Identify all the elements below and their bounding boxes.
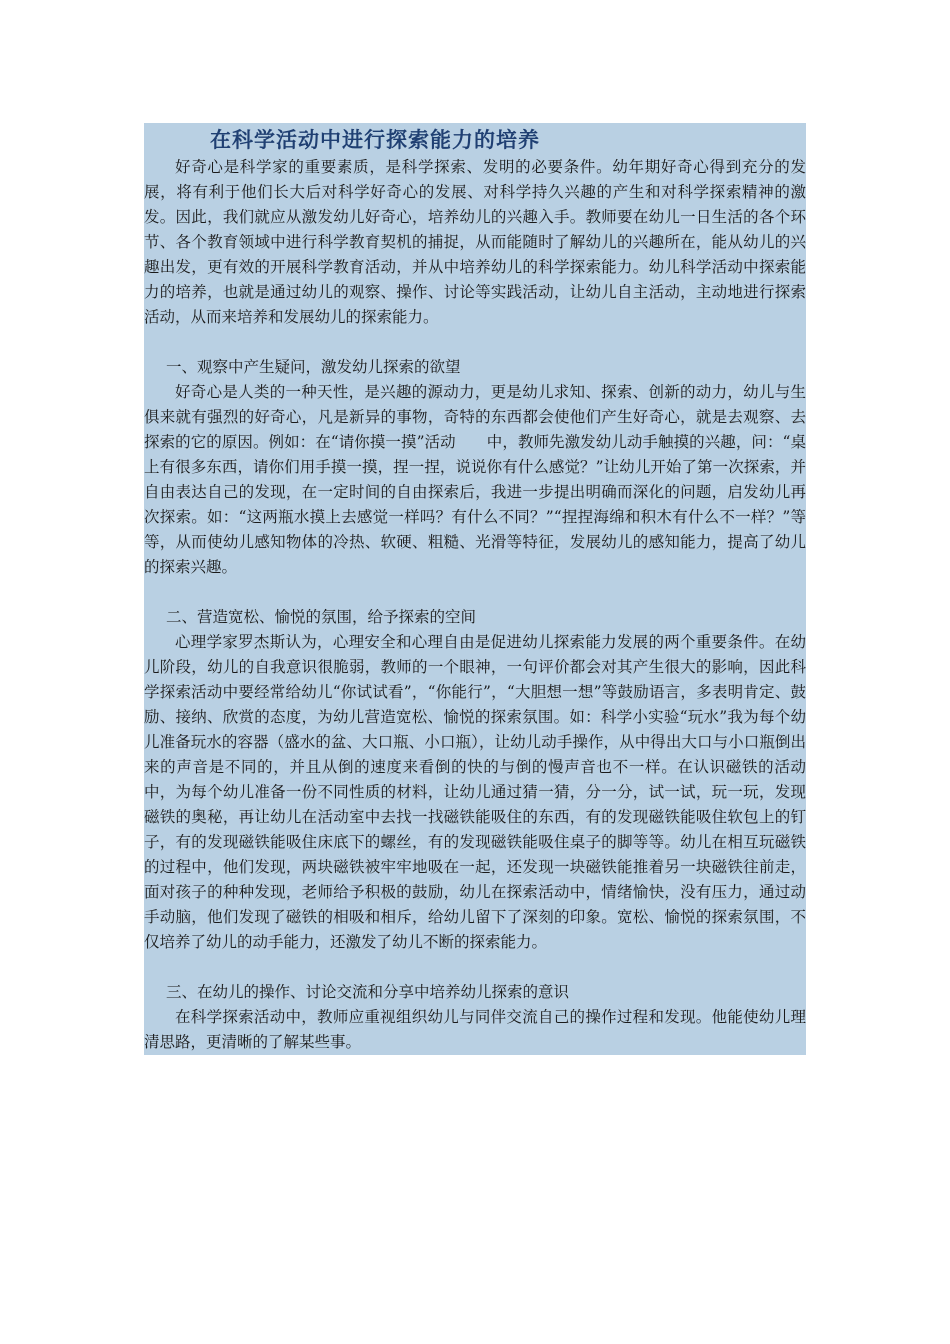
document-page	[144, 123, 806, 1055]
section-paragraph-1: 好奇心是人类的一种天性，是兴趣的源动力，更是幼儿求知、探索、创新的动力，幼儿与生俱来就有强烈的好奇心，凡是新异的事物，奇特的东西都会使他们产生好奇心，就是去观察、去探索的它的原因。例如：在“请你摸一摸”活动 中，教师先激发幼儿动手触摸的兴趣，问：“桌上有很多东西，请你们用手摸一摸，捏一捏，说说你有什么感觉？”让幼儿开始了第一次探索，并自由表达自己的发现，在一定时间的自由探索后，我进一步提出明确而深化的问题，启发幼儿再次探索。如：“这两瓶水摸上去感觉一样吗？有什么不同？”“捏捏海绵和积木有什么不一样？”等等，从而使幼儿感知物体的冷热、软硬、粗糙、光滑等特征，发展幼儿的感知能力，提高了幼儿的探索兴趣。	[144, 383, 806, 576]
paragraph-gap	[144, 955, 806, 980]
section-paragraph-3: 在科学探索活动中，教师应重视组织幼儿与同伴交流自己的操作过程和发现。他能使幼儿理清思路，更清晰的了解某些事。	[144, 1008, 806, 1051]
document-title: 在科学活动中进行探索能力的培养	[210, 128, 540, 152]
paragraph-gap	[144, 580, 806, 605]
section-paragraph-2: 心理学家罗杰斯认为，心理安全和心理自由是促进幼儿探索能力发展的两个重要条件。在幼儿阶段，幼儿的自我意识很脆弱，教师的一个眼神，一句评价都会对其产生很大的影响，因此科学探索活动中要经常给幼儿“你试试看”，“你能行”，“大胆想一想”等鼓励语言，多表明肯定、鼓励、接纳、欣赏的态度，为幼儿营造宽松、愉悦的探索氛围。如：科学小实验“玩水”我为每个幼儿准备玩水的容器（盛水的盆、大口瓶、小口瓶），让幼儿动手操作，从中得出大口与小口瓶倒出来的声音是不同的，并且从倒的速度来看倒的快的与倒的慢声音也不一样。在认识磁铁的活动中，为每个幼儿准备一份不同性质的材料，让幼儿通过猜一猜，分一分，试一试，玩一玩，发现磁铁的奥秘，再让幼儿在活动室中去找一找磁铁能吸住的东西，有的发现磁铁能吸住软包上的钉子，有的发现磁铁能吸住床底下的螺丝，有的发现磁铁能吸住桌子的脚等等。幼儿在相互玩磁铁的过程中，他们发现，两块磁铁被牢牢地吸在一起，还发现一块磁铁能推着另一块磁铁往前走，面对孩子的种种发现，老师给予积极的鼓励，幼儿在探索活动中，情绪愉快，没有压力，通过动手动脑，他们发现了磁铁的相吸和相斥，给幼儿留下了深刻的印象。宽松、愉悦的探索氛围，不仅培养了幼儿的动手能力，还激发了幼儿不断的探索能力。	[144, 633, 806, 951]
section-heading-1: 一、观察中产生疑问，激发幼儿探索的欲望	[166, 358, 461, 376]
paragraph-gap	[144, 330, 806, 355]
intro-paragraph: 好奇心是科学家的重要素质，是科学探索、发明的必要条件。幼年期好奇心得到充分的发展，将有利于他们长大后对科学好奇心的发展、对科学持久兴趣的产生和对科学探索精神的激发。因此，我们就应从激发幼儿好奇心，培养幼儿的兴趣入手。教师要在幼儿一日生活的各个环节、各个教育领域中进行科学教育契机的捕捉，从而能随时了解幼儿的兴趣所在，能从幼儿的兴趣出发，更有效的开展科学教育活动，并从中培养幼儿的科学探索能力。幼儿科学活动中探索能力的培养，也就是通过幼儿的观察、操作、讨论等实践活动，让幼儿自主活动，主动地进行探索活动，从而来培养和发展幼儿的探索能力。	[144, 158, 806, 326]
section-heading-3: 三、在幼儿的操作、讨论交流和分享中培养幼儿探索的意识	[166, 983, 570, 1001]
section-heading-2: 二、营造宽松、愉悦的氛围，给予探索的空间	[166, 608, 477, 626]
